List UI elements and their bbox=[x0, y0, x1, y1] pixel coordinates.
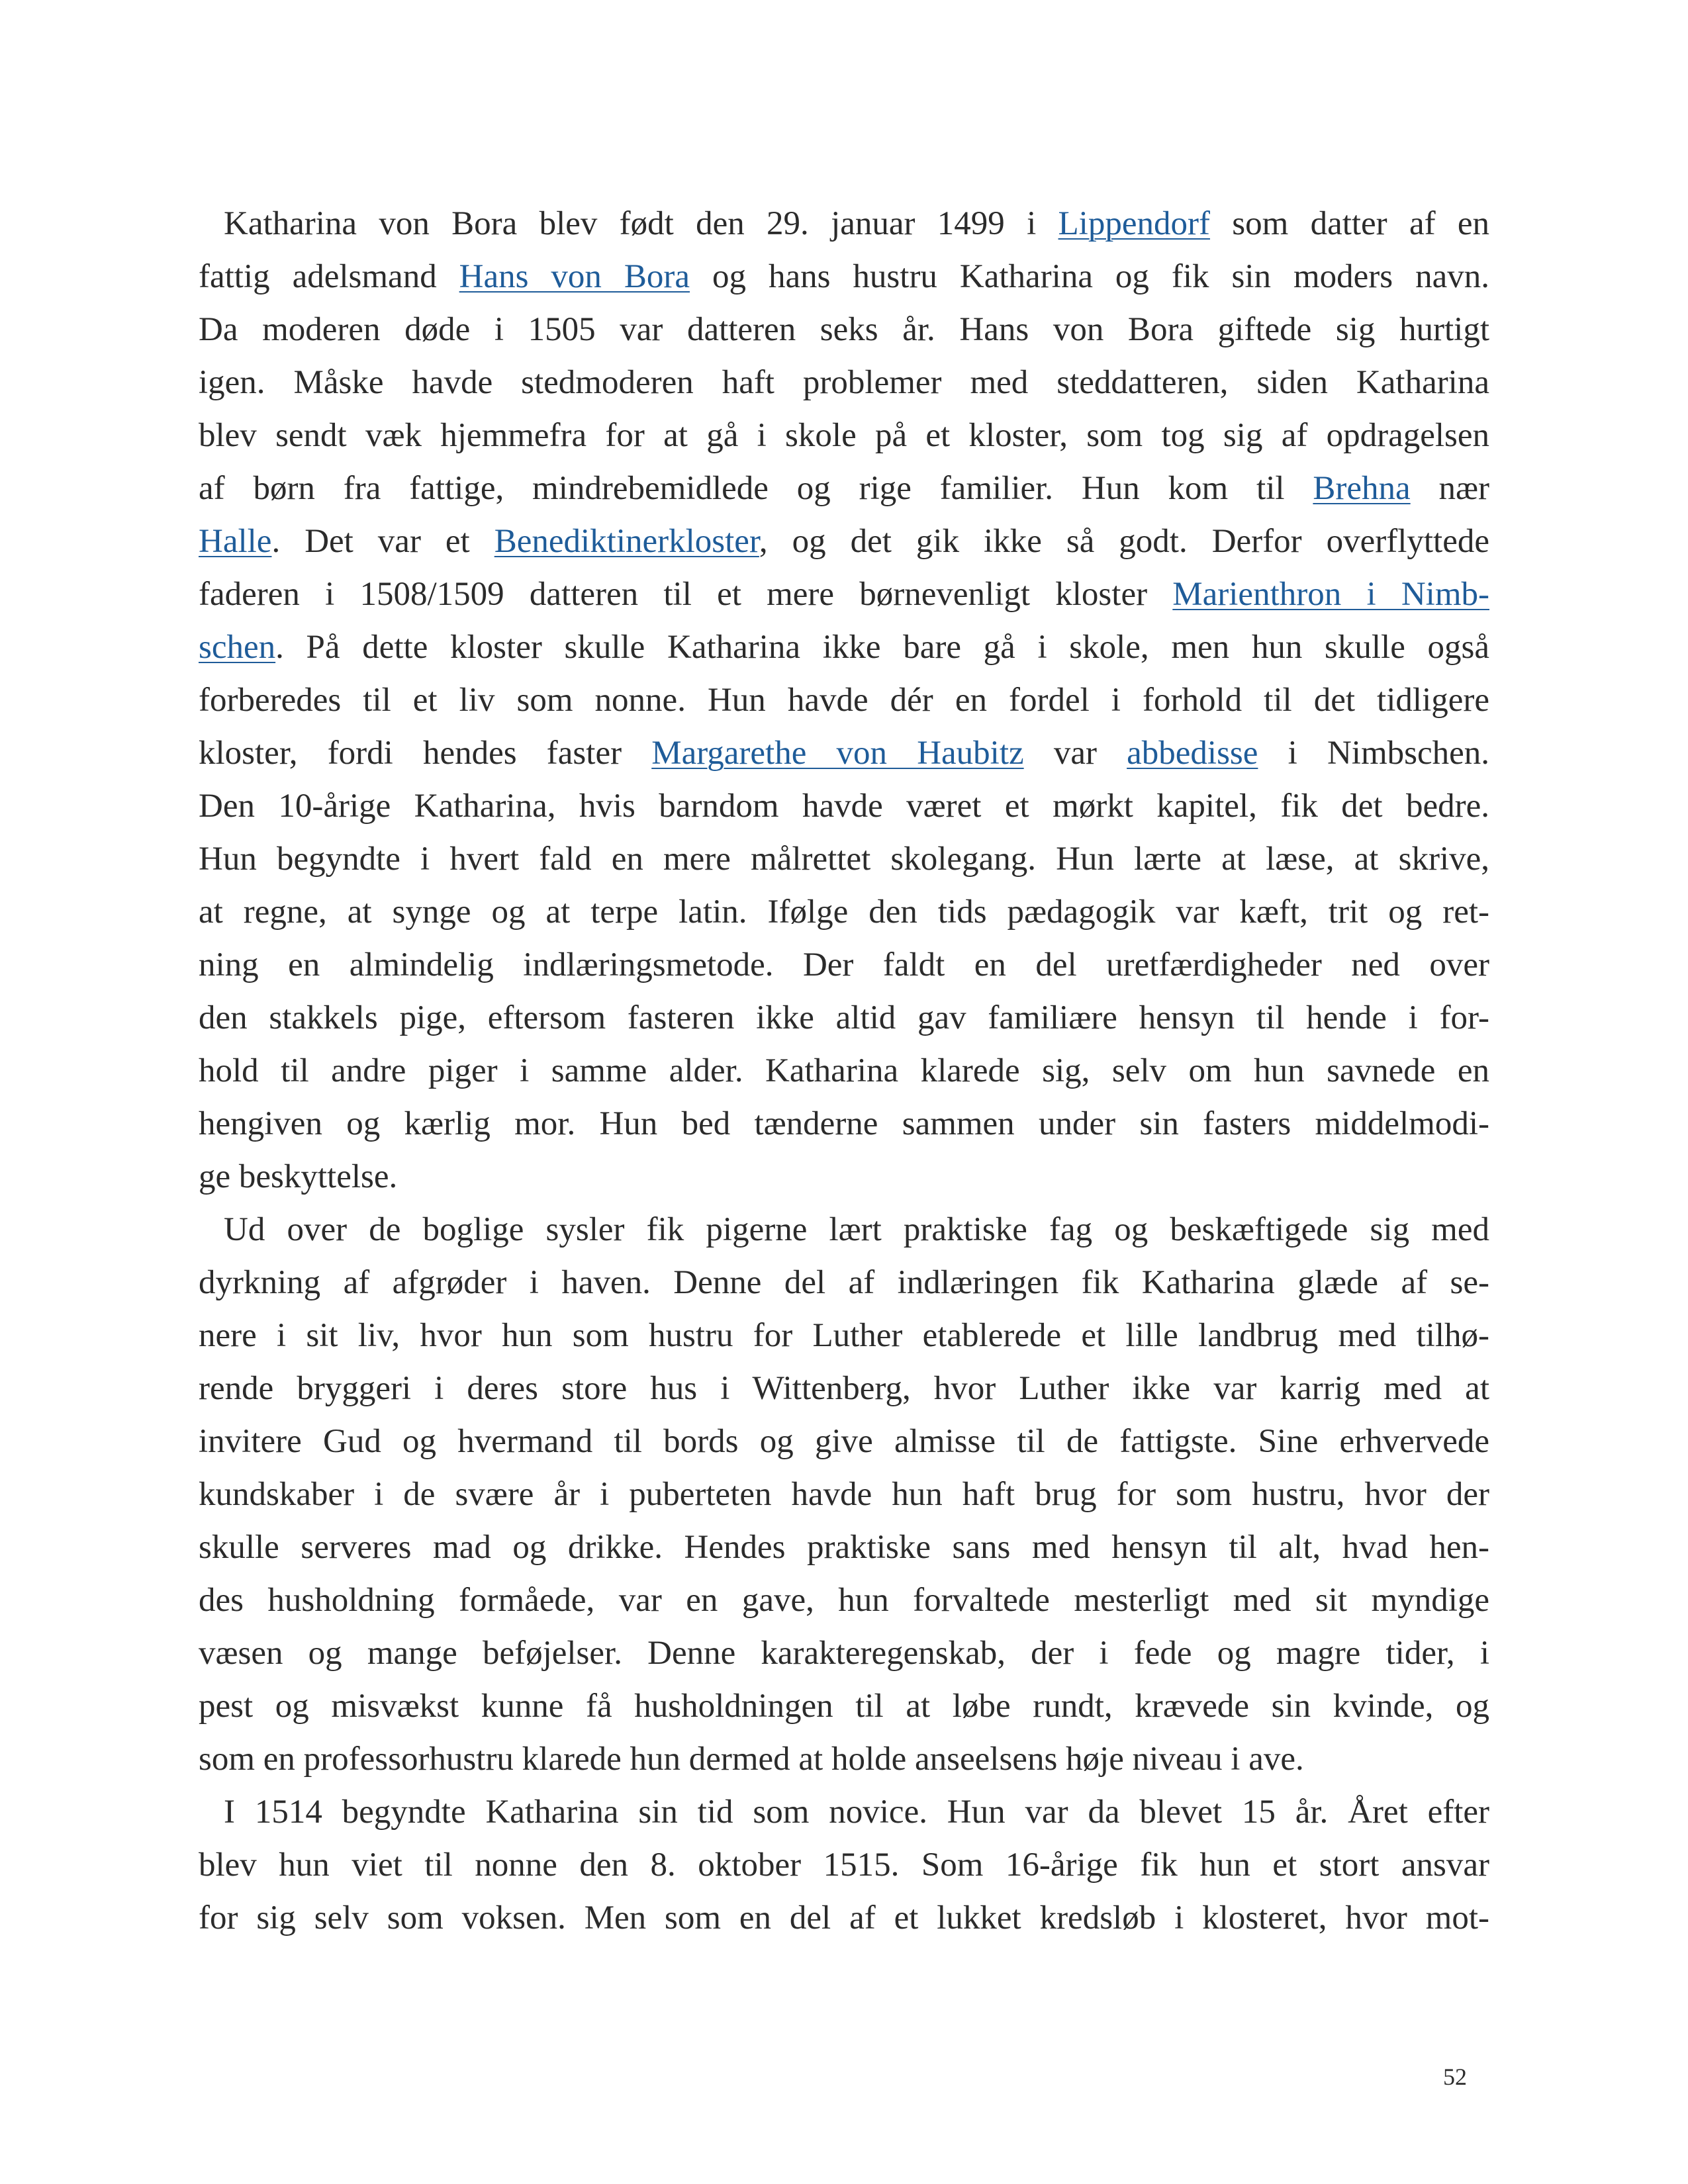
text-line bbox=[199, 1362, 1489, 1415]
text-line bbox=[199, 727, 1489, 780]
link-lippendorf[interactable]: Lippendorf bbox=[1058, 205, 1210, 242]
body-text bbox=[199, 197, 1489, 1944]
text-line bbox=[199, 1415, 1489, 1468]
text-segment: den stakkels pige, eftersom fasteren ikke altid gav familiære hensyn til hende i for- bbox=[199, 999, 1489, 1036]
text-segment: blev hun viet til nonne den 8. oktober 1515. Som 16-årige fik hun et stort ansvar bbox=[199, 1846, 1489, 1884]
text-line bbox=[199, 1839, 1489, 1891]
text-segment: nær bbox=[1410, 470, 1490, 507]
text-segment: nere i sit liv, hvor hun som hustru for Luther etablerede et lille landbrug med tilhø- bbox=[199, 1317, 1489, 1354]
text-line bbox=[199, 833, 1489, 886]
text-line bbox=[199, 1468, 1489, 1521]
text-segment: væsen og mange beføjelser. Denne karakteregenskab, der i fede og magre tider, i bbox=[199, 1635, 1489, 1672]
text-segment: ge beskyttelse. bbox=[199, 1158, 398, 1195]
text-segment: pest og misvækst kunne få husholdningen til at løbe rundt, krævede sin kvinde, og bbox=[199, 1688, 1489, 1725]
text-segment: , og det gik ikke så godt. Derfor overflyttede bbox=[759, 523, 1489, 560]
text-segment: igen. Måske havde stedmoderen haft problemer med steddatteren, siden Katharina bbox=[199, 364, 1489, 401]
page bbox=[199, 197, 1489, 1984]
text-segment: des husholdning formåede, var en gave, hun forvaltede mesterligt med sit myndige bbox=[199, 1582, 1489, 1619]
text-line bbox=[199, 356, 1489, 409]
text-segment: Den 10-årige Katharina, hvis barndom havde været et mørkt kapitel, fik det bedre. bbox=[199, 788, 1489, 825]
text-segment: som en professorhustru klarede hun dermed at holde anseelsens høje niveau i ave. bbox=[199, 1741, 1304, 1778]
text-line bbox=[199, 1680, 1489, 1733]
text-segment: kundskaber i de svære år i puberteten havde hun haft brug for som hustru, hvor der bbox=[199, 1476, 1489, 1513]
link-marienthron-cont[interactable]: schen bbox=[199, 629, 276, 666]
text-segment: ning en almindelig indlæringsmetode. Der faldt en del uretfærdigheder ned over bbox=[199, 946, 1489, 983]
paragraph bbox=[199, 1203, 1489, 1786]
text-segment: var bbox=[1023, 735, 1127, 772]
text-segment: rende bryggeri i deres store hus i Wittenberg, hvor Luther ikke var karrig med at bbox=[199, 1370, 1489, 1407]
text-segment: fattig adelsmand bbox=[199, 258, 459, 295]
text-segment: forberedes til et liv som nonne. Hun havde dér en fordel i forhold til det tidligere bbox=[199, 682, 1489, 719]
text-segment: at regne, at synge og at terpe latin. Ifølge den tids pædagogik var kæft, trit og ret- bbox=[199, 893, 1489, 931]
text-segment: skulle serveres mad og drikke. Hendes praktiske sans med hensyn til alt, hvad hen- bbox=[199, 1529, 1489, 1566]
text-segment: Da moderen døde i 1505 var datteren seks år. Hans von Bora giftede sig hurtigt bbox=[199, 311, 1489, 348]
text-line bbox=[199, 674, 1489, 727]
text-segment: Hun begyndte i hvert fald en mere målrettet skolegang. Hun lærte at læse, at skrive, bbox=[199, 841, 1489, 878]
text-line bbox=[199, 1733, 1489, 1786]
text-line bbox=[199, 568, 1489, 621]
link-margarethe-von-haubitz[interactable]: Margarethe von Haubitz bbox=[651, 735, 1024, 772]
text-segment: som datter af en bbox=[1209, 205, 1489, 242]
text-line bbox=[199, 1150, 1489, 1203]
text-segment: . Det var et bbox=[271, 523, 494, 560]
text-line bbox=[199, 1786, 1489, 1839]
text-segment: I 1514 begyndte Katharina sin tid som novice. Hun var da blevet 15 år. Året efter bbox=[224, 1794, 1489, 1831]
text-line bbox=[199, 1256, 1489, 1309]
text-line bbox=[199, 1891, 1489, 1944]
text-segment: blev sendt væk hjemmefra for at gå i skole på et kloster, som tog sig af opdragelsen bbox=[199, 417, 1489, 454]
link-marienthron[interactable]: Marienthron i Nimb- bbox=[1172, 576, 1489, 613]
text-segment: hold til andre piger i samme alder. Katharina klarede sig, selv om hun savnede en bbox=[199, 1052, 1489, 1089]
page-number: 52 bbox=[1443, 2064, 1467, 2090]
text-line bbox=[199, 462, 1489, 515]
text-line bbox=[199, 409, 1489, 462]
link-hans-von-bora[interactable]: Hans von Bora bbox=[459, 258, 690, 295]
text-line bbox=[199, 991, 1489, 1044]
text-line bbox=[199, 1574, 1489, 1627]
link-abbedisse[interactable]: abbedisse bbox=[1127, 735, 1258, 772]
text-line bbox=[199, 1044, 1489, 1097]
text-segment: for sig selv som voksen. Men som en del af et lukket kredsløb i klosteret, hvor mot- bbox=[199, 1899, 1489, 1936]
text-line bbox=[199, 1627, 1489, 1680]
link-brehna[interactable]: Brehna bbox=[1313, 470, 1411, 507]
text-line bbox=[199, 938, 1489, 991]
text-segment: og hans hustru Katharina og fik sin moders navn. bbox=[690, 258, 1489, 295]
paragraph bbox=[199, 197, 1489, 1203]
text-line bbox=[199, 1309, 1489, 1362]
text-line bbox=[199, 303, 1489, 356]
text-line bbox=[199, 886, 1489, 938]
text-segment: faderen i 1508/1509 datteren til et mere børnevenligt kloster bbox=[199, 576, 1173, 613]
text-segment: i Nimbschen. bbox=[1258, 735, 1489, 772]
text-line bbox=[199, 1203, 1489, 1256]
link-halle[interactable]: Halle bbox=[199, 523, 272, 560]
text-line bbox=[199, 1521, 1489, 1574]
text-segment: af børn fra fattige, mindrebemidlede og rige familier. Hun kom til bbox=[199, 470, 1313, 507]
text-segment: invitere Gud og hvermand til bords og give almisse til de fattigste. Sine erhvervede bbox=[199, 1423, 1489, 1460]
text-line bbox=[199, 250, 1489, 303]
text-segment: hengiven og kærlig mor. Hun bed tænderne sammen under sin fasters middelmodi- bbox=[199, 1105, 1489, 1142]
text-segment: kloster, fordi hendes faster bbox=[199, 735, 652, 772]
text-segment: dyrkning af afgrøder i haven. Denne del af indlæringen fik Katharina glæde af se- bbox=[199, 1264, 1489, 1301]
paragraph bbox=[199, 1786, 1489, 1944]
text-segment: Katharina von Bora blev født den 29. januar 1499 i bbox=[224, 205, 1058, 242]
text-segment: Ud over de boglige sysler fik pigerne lært praktiske fag og beskæftigede sig med bbox=[224, 1211, 1489, 1248]
text-segment: . På dette kloster skulle Katharina ikke bare gå i skole, men hun skulle også bbox=[275, 629, 1489, 666]
text-line bbox=[199, 197, 1489, 250]
text-line bbox=[199, 515, 1489, 568]
text-line bbox=[199, 780, 1489, 833]
text-line bbox=[199, 621, 1489, 674]
link-benediktinerkloster[interactable]: Benediktinerkloster bbox=[494, 523, 759, 560]
text-line bbox=[199, 1097, 1489, 1150]
